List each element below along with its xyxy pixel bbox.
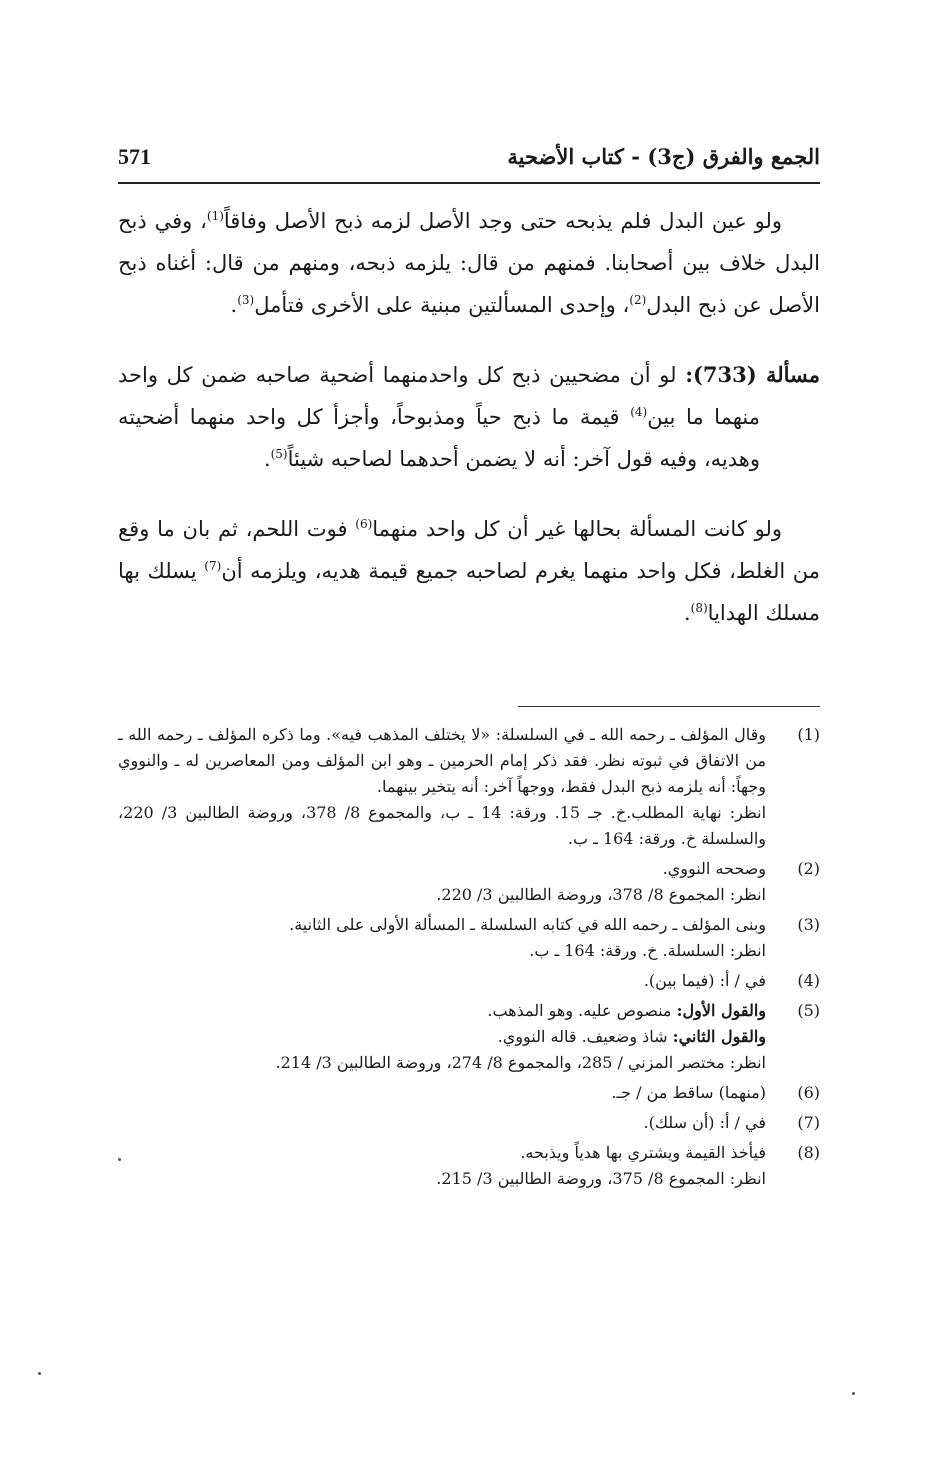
footnote-reference: انظر: مختصر المزني / 285، والمجموع 8/ 274، وروضة الطالبين 3/ 214.	[275, 1053, 766, 1072]
footnote-6	[118, 1080, 820, 1106]
footnote-3	[118, 912, 820, 964]
footnote-reference: انظر: المجموع 8/ 375، وروضة الطالبين 3/ 215.	[436, 1169, 766, 1188]
footnote-4	[118, 968, 820, 994]
footnote-ref-2[interactable]: (2)	[629, 293, 647, 307]
footnote-number: (3)	[797, 915, 820, 934]
footnote-text-run: شاذ وضعيف. قاله النووي.	[497, 1027, 673, 1046]
footnote-ref-6[interactable]: (6)	[355, 517, 373, 531]
footnote-number: (7)	[797, 1113, 820, 1132]
issue-label: مسألة (733):	[685, 362, 820, 387]
footnote-number: (5)	[797, 1001, 820, 1020]
footnote-text: في / أ: (أن سلك).	[643, 1113, 766, 1132]
footnote-bold-label: والقول الأول:	[676, 1001, 766, 1020]
paragraph-1	[118, 200, 820, 326]
footnote-1	[118, 722, 820, 852]
scan-speck	[38, 1372, 41, 1375]
paragraph-2	[118, 508, 820, 634]
header-rule	[118, 182, 820, 184]
text-run: ، وفي ذبح البدل خلاف بين أصحابنا. فمنهم من قال: يلزمه ذبحه، ومنهم من قال: أغناه ذبح الأصل عن ذبح البدل	[118, 209, 820, 317]
footnote-text	[118, 1024, 766, 1050]
footnote-text: فيأخذ القيمة ويشتري بها هدياً ويذبحه.	[520, 1143, 766, 1162]
scan-speck	[118, 1158, 121, 1161]
footnote-number: (8)	[797, 1143, 820, 1162]
footnote-bold-label: والقول الثاني:	[672, 1027, 766, 1046]
footnote-number: (6)	[797, 1083, 820, 1102]
issue-733	[118, 354, 820, 480]
footnote-text: في / أ: (فيما بين).	[643, 971, 766, 990]
footnote-ref-3[interactable]: (3)	[237, 293, 255, 307]
footnote-text: (منهما) ساقط من / جـ.	[611, 1083, 766, 1102]
footnote-number: (4)	[797, 971, 820, 990]
footnote-text: وصححه النووي.	[662, 859, 766, 878]
footnote-reference: انظر: السلسلة. خ. ورقة: 164 ـ ب.	[529, 941, 766, 960]
footnote-5	[118, 998, 820, 1076]
scan-speck	[852, 1392, 855, 1395]
text-run: فوت اللحم، ثم بان ما وقع من الغلط، فكل واحد منهما يغرم لصاحبه جميع قيمة هديه، ويلزمه أن	[118, 517, 820, 583]
text-run: لو أن مضحيين ذبح كل واحدمنهما أضحية صاحبه ضمن كل واحد منهما ما بين	[118, 363, 760, 429]
text-run: ولو كانت المسألة بحالها غير أن كل واحد منهما	[372, 517, 782, 541]
footnote-2	[118, 856, 820, 908]
text-run: .	[263, 447, 271, 471]
footnote-ref-5[interactable]: (5)	[270, 447, 288, 461]
text-run: ولو عين البدل فلم يذبحه حتى وجد الأصل لزمه ذبح الأصل وفاقاً	[223, 209, 782, 233]
running-title: الجمع والفرق (ج3) - كتاب الأضحية	[507, 144, 820, 169]
footnote-ref-7[interactable]: (7)	[204, 559, 222, 573]
footnote-text-run: منصوص عليه. وهو المذهب.	[487, 1001, 677, 1020]
text-run: ، وإحدى المسألتين مبنية على الأخرى فتأمل	[254, 293, 630, 317]
footnote-8	[118, 1140, 820, 1192]
text-run: .	[683, 601, 691, 625]
footnote-number: (1)	[797, 725, 820, 744]
footnote-7	[118, 1110, 820, 1136]
text-run: يسلك بها مسلك الهدايا	[118, 559, 820, 625]
footnote-reference: انظر: نهاية المطلب.خ. جـ 15. ورقة: 14 ـ ب، والمجموع 8/ 378، وروضة الطالبين 3/ 220، والسلسلة خ. ورقة: 164 ـ ب.	[118, 803, 767, 848]
footnote-ref-4[interactable]: (4)	[630, 405, 648, 419]
footnote-separator	[518, 706, 820, 707]
footnote-text: وقال المؤلف ـ رحمه الله ـ في السلسلة: «لا يختلف المذهب فيه». وما ذكره المؤلف ـ رحمه الله ـ من الاتفاق في ثبوته نظر. فقد ذكر إمام الحرمين ـ وهو ابن المؤلف ومن المعاصرين له ـ والنووي وجهاً: أنه يلزمه ذبح البدل فقط، ووجهاً آخر: أنه يتخير بينهما.	[118, 725, 767, 796]
footnote-reference: انظر: المجموع 8/ 378، وروضة الطالبين 3/ 220.	[436, 885, 766, 904]
footnote-ref-1[interactable]: (1)	[206, 209, 224, 223]
footnote-ref-8[interactable]: (8)	[690, 601, 708, 615]
footnote-number: (2)	[797, 859, 820, 878]
text-run: .	[230, 293, 238, 317]
footnote-text: وبنى المؤلف ـ رحمه الله في كتابه السلسلة ـ المسألة الأولى على الثانية.	[289, 915, 766, 934]
text-run: قيمة ما ذبح حياً ومذبوحاً، وأجزأ كل واحد منهما أضحيته وهديه، وفيه قول آخر: أنه لا يضمن أحدهما لصاحبه شيئاً	[118, 405, 760, 471]
main-text	[118, 200, 820, 634]
footnote-text	[118, 998, 766, 1024]
footnotes	[118, 722, 820, 1196]
page-number: 571	[118, 144, 151, 169]
